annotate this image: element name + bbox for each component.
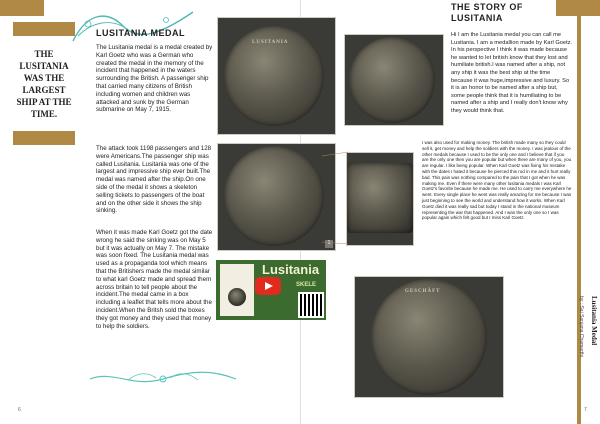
play-icon — [265, 282, 273, 290]
story-heading: THE STORY OF LUSITANIA — [451, 2, 523, 23]
right-accent-bar — [577, 0, 581, 424]
medal-photo-large — [354, 276, 504, 398]
page-heading: LUSITANIA MEDAL — [96, 28, 185, 38]
coin-inscription: LUSITANIA — [252, 40, 289, 45]
accent-block-top — [13, 22, 75, 36]
video-title: Lusitania — [262, 262, 320, 277]
medal-photo-ship — [217, 17, 336, 135]
video-medal-image — [228, 288, 246, 306]
medal-photo-small — [344, 34, 444, 126]
video-subtitle: SKELE — [296, 282, 317, 288]
side-title-text: Lusitania Medal — [590, 296, 598, 346]
side-title-vertical — [586, 296, 600, 416]
decorative-ornament-icon — [88, 368, 238, 390]
photo-badge: 1 — [325, 240, 333, 248]
page-number-right: 7 — [584, 407, 587, 413]
attack-paragraph: The attack took 1198 passengers and 128 were Americans.The passenger ship was called Lusitania. Lusitania was one of the largest and impressive ship ever built.The medal was named after the ship.On one side of the medal it shows a skeleton selling tickets to passengers of the boat and on the other side it shows the ship sinking. — [96, 145, 212, 215]
accent-block-bottom — [13, 131, 75, 145]
decorative-swirl-icon — [68, 6, 198, 46]
medal-image — [224, 146, 324, 246]
medal-photo-skeleton — [217, 143, 336, 251]
story-paragraph-2: I was also used for making money. The british made many so they could sell it, get money and help the soldiers with the money. I was jealous of the other medals because I used to be the only one and I believe that if you are the only one then you are popular but when there are many of you, you are regular. I like being popular. When Karl Goetz was fixing his mistake with the dates I hated it because he pierced this rod in me and it hurt really bad. This pain was nothing compared to the pain that I got when he was making me. Even if there were many other lusitania medals I was Karl Goetz's favorite because he made me. He used to carry me everywhere he went. Every single place he went was really amazing for me because I was just beginning to see the world and understand how it works. When Karl Goetz died it was really sad but today I stand in the national museum representing the war that happened. And I was the only one so I was popular again which felt good but I miss Karl Goetz. — [422, 140, 572, 221]
coin-inscription: GESCHÄFT — [405, 289, 441, 294]
author-credit-text: by : Sai Sanjana Chamarthi — [578, 296, 584, 357]
story-paragraph-1: Hi I am the Lusitania medal you can call me Lusitania. I am a medallion made by Karl Goetz. In his perspective I think it was made because he wanted to let british know that they lost and humiliate british.I was named after a ship, not any ship it was the best ship at the time because it was huge,impressive and luxury. So it is an honor to be named after a ship but, some people think that it is humiliating to be named after a ship and I really don't know why they would think that. — [451, 32, 573, 114]
connector-lines — [322, 146, 348, 246]
medal-image — [349, 37, 435, 123]
medal-photo-skeleton-closeup — [346, 152, 414, 246]
top-accent-bar-left — [0, 0, 44, 16]
page-number-left: 6 — [18, 407, 21, 413]
intro-paragraph: The Lusitania medal is a medal created by Karl Goetz who was a German who created the medal in the memory of the incident that happened in the waters surrounding the British. A passenger ship that carried many citizens of British including women and children was attacked and sunk by the German submarine on May 7, 1915. — [96, 44, 213, 114]
medal-image — [347, 163, 413, 233]
mistake-paragraph: When it was made Karl Goetz got the date wrong he said the sinking was on May 5 but it was actually on May 7. The mistake was soon fixed. The Lusitania medal was used as a propaganda tool which means that the Britishers made the medal similar to what karl Goetz made and spread them across britain to tell people about the incident.The medal came in a box including a leaflet that tells more about the incident.When the Britsh sold the boxes they got money and they used that money to help the soldiers. — [96, 229, 213, 330]
side-title: THE LUSITANIA WAS THE LARGEST SHIP AT THE TIME. — [16, 49, 72, 119]
medal-image — [371, 279, 487, 395]
qr-code-icon — [298, 292, 324, 318]
